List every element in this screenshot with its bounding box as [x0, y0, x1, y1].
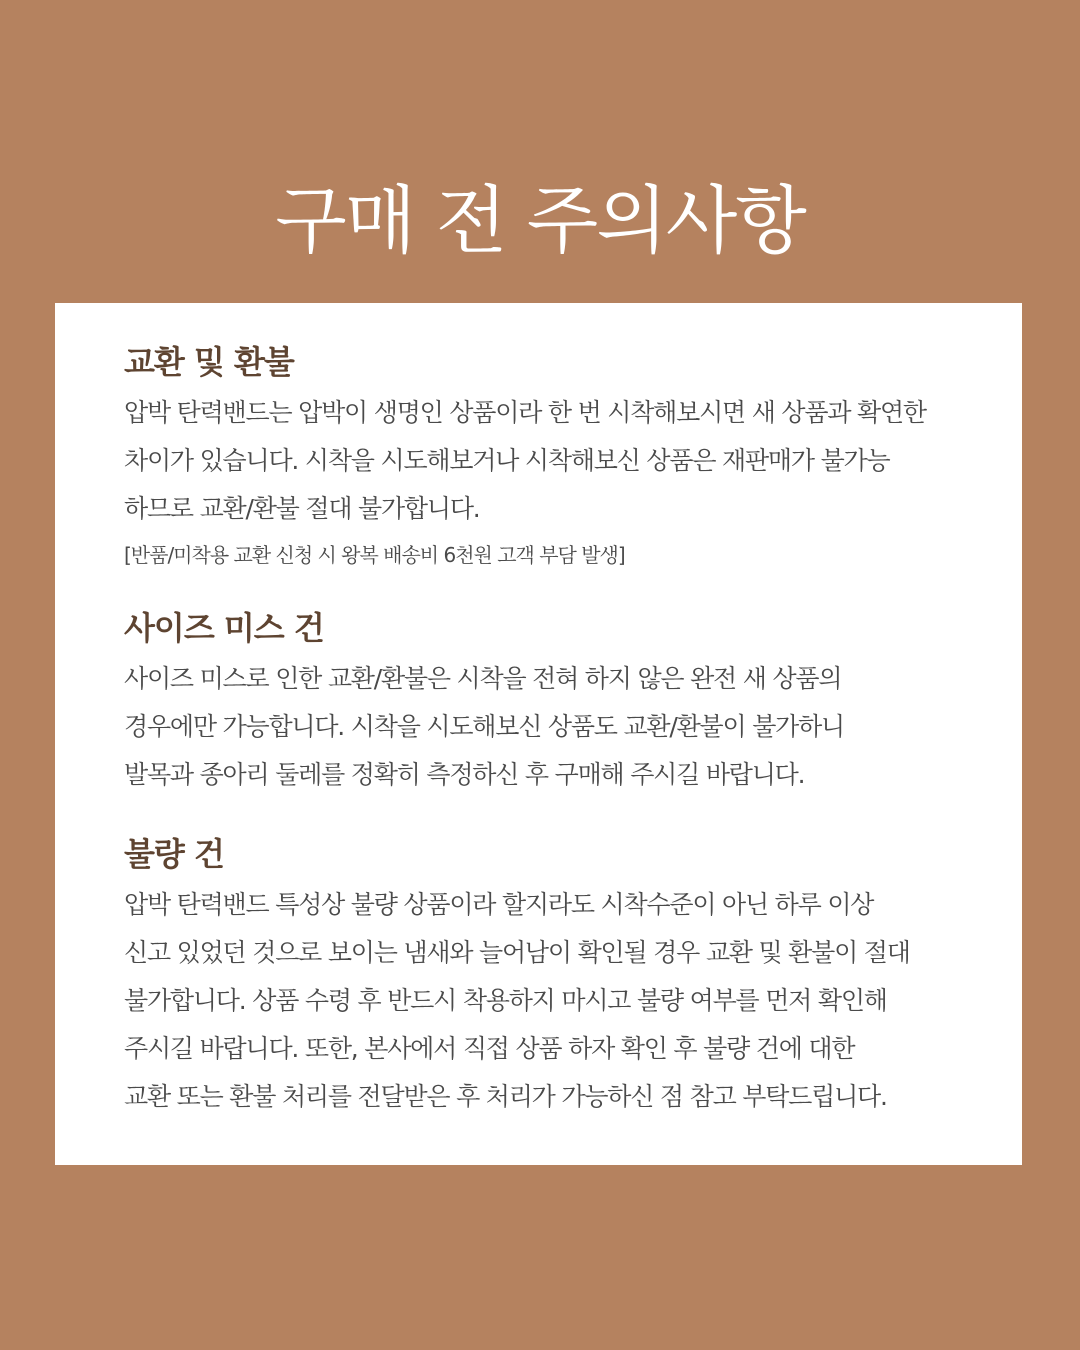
body-line: 차이가 있습니다. 시착을 시도해보거나 시착해보신 상품은 재판매가 불가능 [124, 446, 890, 475]
section-title: 교환 및 환불 [124, 343, 294, 381]
section-body [124, 655, 1012, 799]
section-body [124, 881, 1012, 1121]
body-line: 하므로 교환/환불 절대 불가합니다. [124, 494, 480, 523]
shipping-fee-note: [반품/미착용 교환 신청 시 왕복 배송비 6천원 고객 부담 발생] [124, 543, 625, 567]
notice-card [55, 303, 1022, 1165]
body-line: 주시길 바랍니다. 또한, 본사에서 직접 상품 하자 확인 후 불량 건에 대한 [124, 1034, 855, 1063]
body-line: 신고 있었던 것으로 보이는 냄새와 늘어남이 확인될 경우 교환 및 환불이 절대 [124, 938, 910, 967]
section-exchange-refund [124, 341, 1012, 577]
body-line: 압박 탄력밴드는 압박이 생명인 상품이라 한 번 시착해보시면 새 상품과 확연한 [124, 398, 926, 427]
body-line: 발목과 종아리 둘레를 정확히 측정하신 후 구매해 주시길 바랍니다. [124, 760, 805, 789]
body-line: 교환 또는 환불 처리를 전달받은 후 처리가 가능하신 점 참고 부탁드립니다. [124, 1082, 887, 1111]
section-body [124, 389, 1012, 533]
body-line: 압박 탄력밴드 특성상 불량 상품이라 할지라도 시착수준이 아닌 하루 이상 [124, 890, 874, 919]
body-line: 경우에만 가능합니다. 시착을 시도해보신 상품도 교환/환불이 불가하니 [124, 712, 845, 741]
section-defective [124, 833, 1012, 1121]
body-line: 사이즈 미스로 인한 교환/환불은 시착을 전혀 하지 않은 완전 새 상품의 [124, 664, 842, 693]
section-size-mismatch [124, 607, 1012, 799]
section-title: 사이즈 미스 건 [124, 609, 324, 647]
body-line: 불가합니다. 상품 수령 후 반드시 착용하지 마시고 불량 여부를 먼저 확인해 [124, 986, 887, 1015]
section-title: 불량 건 [124, 835, 224, 873]
page-title: 구매 전 주의사항 [275, 178, 805, 264]
